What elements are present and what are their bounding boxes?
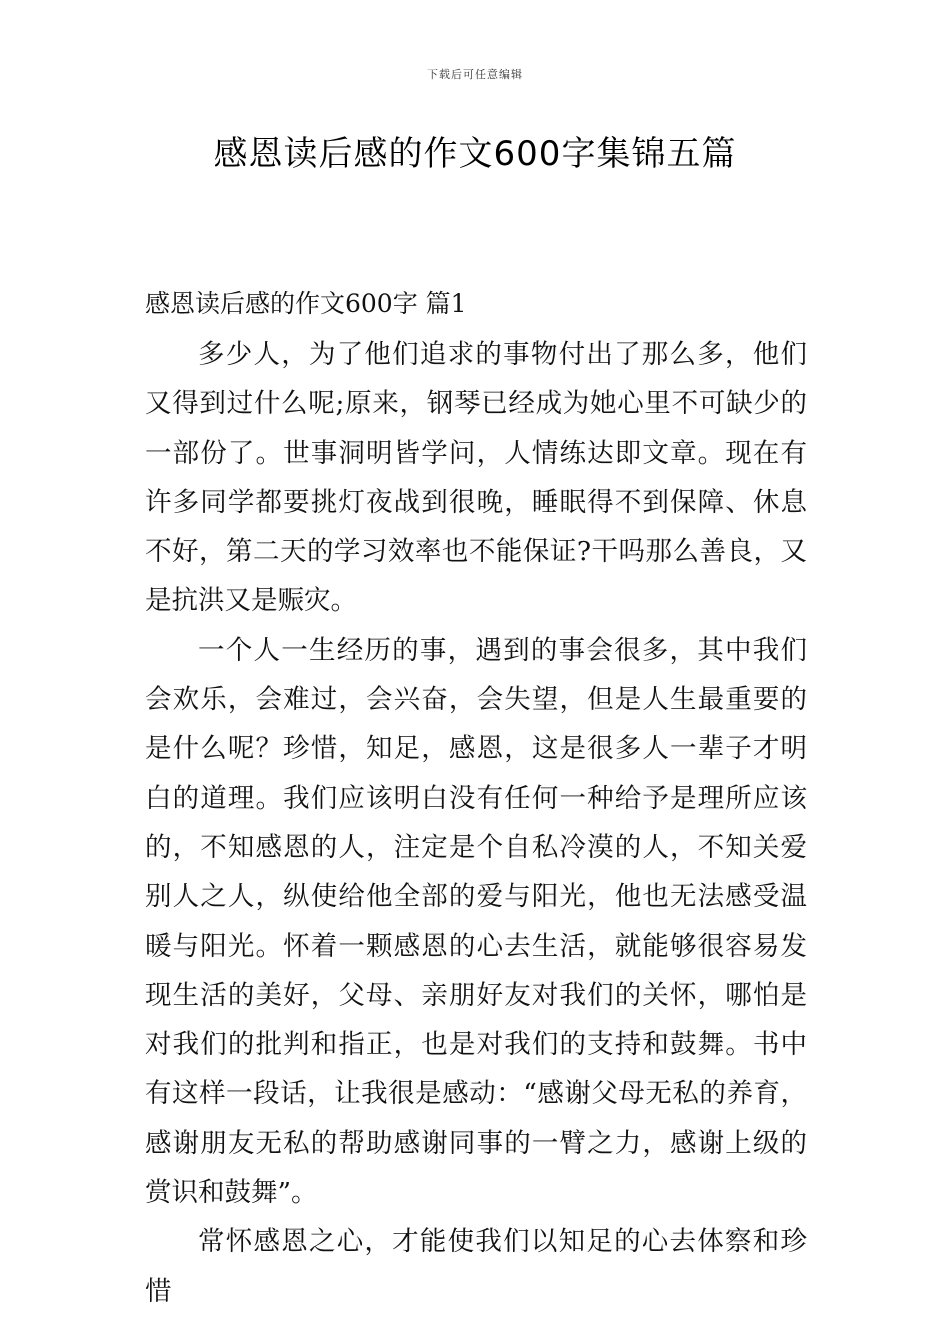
paragraph: 一个人一生经历的事，遇到的事会很多，其中我们会欢乐，会难过，会兴奋，会失望，但是人生最重要的是什么呢？珍惜，知足，感恩，这是很多人一辈子才明白的道理。我们应该明白没有任何一种给予是理所应该的，不知感恩的人，注定是个自私冷漠的人，不知关爱别人之人，纵使给他全部的爱与阳光，他也无法感受温暖与阳光。怀着一颗感恩的心去生活，就能够很容易发现生活的美好，父母、亲朋好友对我们的关怀，哪怕是对我们的批判和指正，也是对我们的支持和鼓舞。书中有这样一段话，让我很是感动：“感谢父母无私的养育，感谢朋友无私的帮助感谢同事的一臂之力，感谢上级的赏识和鼓舞”。 xyxy=(145,634,807,1209)
paragraph: 多少人，为了他们追求的事物付出了那么多，他们又得到过什么呢;原来，钢琴已经成为她心里不可缺少的一部份了。世事洞明皆学问，人情练达即文章。现在有许多同学都要挑灯夜战到很晚，睡眠得不到保障、休息不好，第二天的学习效率也不能保证?干吗那么善良，又是抗洪又是赈灾。 xyxy=(145,339,807,617)
section-heading: 感恩读后感的作文600字 篇1 xyxy=(145,289,467,318)
header-note: 下载后可任意编辑 xyxy=(427,68,523,81)
body-text xyxy=(145,330,807,1316)
document-title: 感恩读后感的作文600字集锦五篇 xyxy=(213,134,737,174)
paragraph: 常怀感恩之心，才能使我们以知足的心去体察和珍惜 xyxy=(145,1226,807,1307)
